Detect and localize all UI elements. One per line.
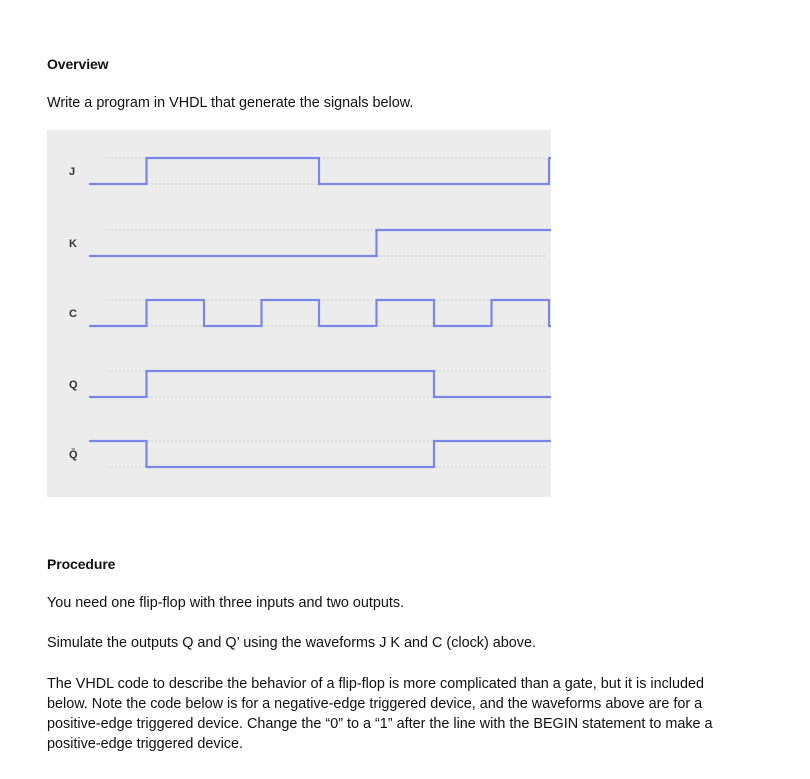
procedure-heading: Procedure xyxy=(47,556,116,572)
procedure-step-2: Simulate the outputs Q and Q’ using the waveforms J K and C (clock) above. xyxy=(47,635,536,651)
waveform-3 xyxy=(89,300,551,326)
waveform-4 xyxy=(89,371,551,397)
signal-label-5: Q̄ xyxy=(69,449,78,461)
signal-label-1: J xyxy=(69,166,76,178)
signal-label-2: K xyxy=(69,238,77,250)
signal-label-3: C xyxy=(69,308,77,320)
procedure-step-1: You need one flip-flop with three inputs and two outputs. xyxy=(47,595,405,611)
waveform-1 xyxy=(89,158,551,184)
waveform-figure xyxy=(47,130,551,497)
overview-text: Write a program in VHDL that generate the signals below. xyxy=(47,95,414,111)
waveform-svg xyxy=(47,130,551,497)
signal-label-4: Q xyxy=(69,379,78,391)
waveform-5 xyxy=(89,441,551,467)
procedure-step-3: The VHDL code to describe the behavior of a flip-flop is more complicated than a gate, but it is included below. Note the code below is for a negative-edge triggered device, and the waveforms above are for a positive-edge triggered device. Change the “0” to a “1” after the line with the BEGIN statement to make a positive-edge triggered device. xyxy=(47,676,713,752)
waveform-2 xyxy=(89,230,551,256)
overview-heading: Overview xyxy=(47,56,109,72)
